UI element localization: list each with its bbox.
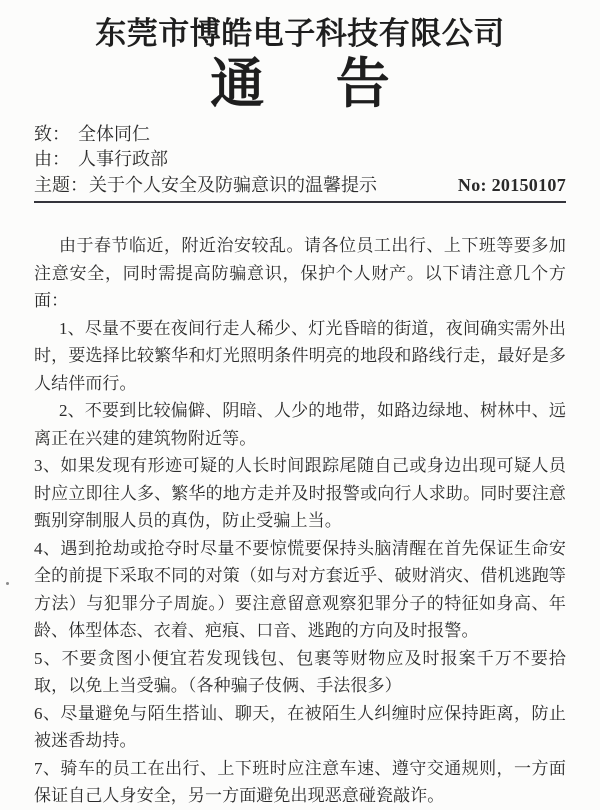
to-value: 全体同仁 xyxy=(78,124,150,144)
to-label: 致： xyxy=(34,124,70,144)
scan-artifact-dot xyxy=(6,582,9,585)
notice-paragraph: 5、不要贪图小便宜若发现钱包、包裹等财物应及时报案千万不要拾取，以免上当受骗。（各种骗子伎俩、手法很多） xyxy=(34,648,566,696)
subject-label: 主题： xyxy=(34,174,88,195)
doc-number: No: 20150107 xyxy=(457,174,566,195)
notice-paragraph: 由于春节临近，附近治安较乱。请各位员工出行、上下班等要多加注意安全，同时需提高防骗意识，保护个人财产。以下请注意几个方面： xyxy=(34,236,566,311)
notice-paragraph: 2、不要到比较偏僻、阴暗、人少的地带，如路边绿地、树林中、远离正在兴建的建筑物附近等。 xyxy=(34,401,566,448)
notice-title: 通 告 xyxy=(210,54,390,114)
notice-paragraph: 7、骑车的员工在出行、上下班时应注意车速、遵守交通规则，一方面保证自己人身安全，另一方面避免出现恶意碰瓷敲诈。 xyxy=(34,758,566,806)
notice-paragraph: 4、遇到抢劫或抢夺时尽量不要惊慌要保持头脑清醒在首先保证生命安全的前提下采取不同的对策（如与对方套近乎、破财消灾、借机逃跑等方法）与犯罪分子周旋。）要注意留意观察犯罪分子的特征如身高、年龄、体型体态、衣着、疤痕、口音、逃跑的方向及时报警。 xyxy=(34,538,566,641)
meta-subject xyxy=(34,173,566,198)
notice-paragraph: 1、尽量不要在夜间行走人稀少、灯光昏暗的街道，夜间确实需外出时，要选择比较繁华和灯光照明条件明亮的地段和路线行走，最好是多人结伴而行。 xyxy=(34,318,566,393)
notice-paragraph: 3、如果发现有形迹可疑的人长时间跟踪尾随自己或身边出现可疑人员时应立即往人多、繁华的地方走并及时报警或向行人求助。同时要注意甄别穿制服人员的真伪，防止受骗上当。 xyxy=(34,456,566,531)
meta-to xyxy=(34,122,566,147)
from-value: 人事行政部 xyxy=(78,149,168,170)
meta-from xyxy=(34,147,566,172)
from-label: 由： xyxy=(34,149,70,170)
meta-block xyxy=(34,122,566,198)
subject-value: 关于个人安全及防骗意识的温馨提示 xyxy=(89,174,377,195)
company-name: 东莞市博皓电子科技有限公司 xyxy=(95,16,505,51)
notice-body xyxy=(34,232,566,810)
notice-paragraph: 6、尽量避免与陌生搭讪、聊天，在被陌生人纠缠时应保持距离，防止被迷香劫持。 xyxy=(34,703,566,751)
header-divider xyxy=(34,201,566,203)
